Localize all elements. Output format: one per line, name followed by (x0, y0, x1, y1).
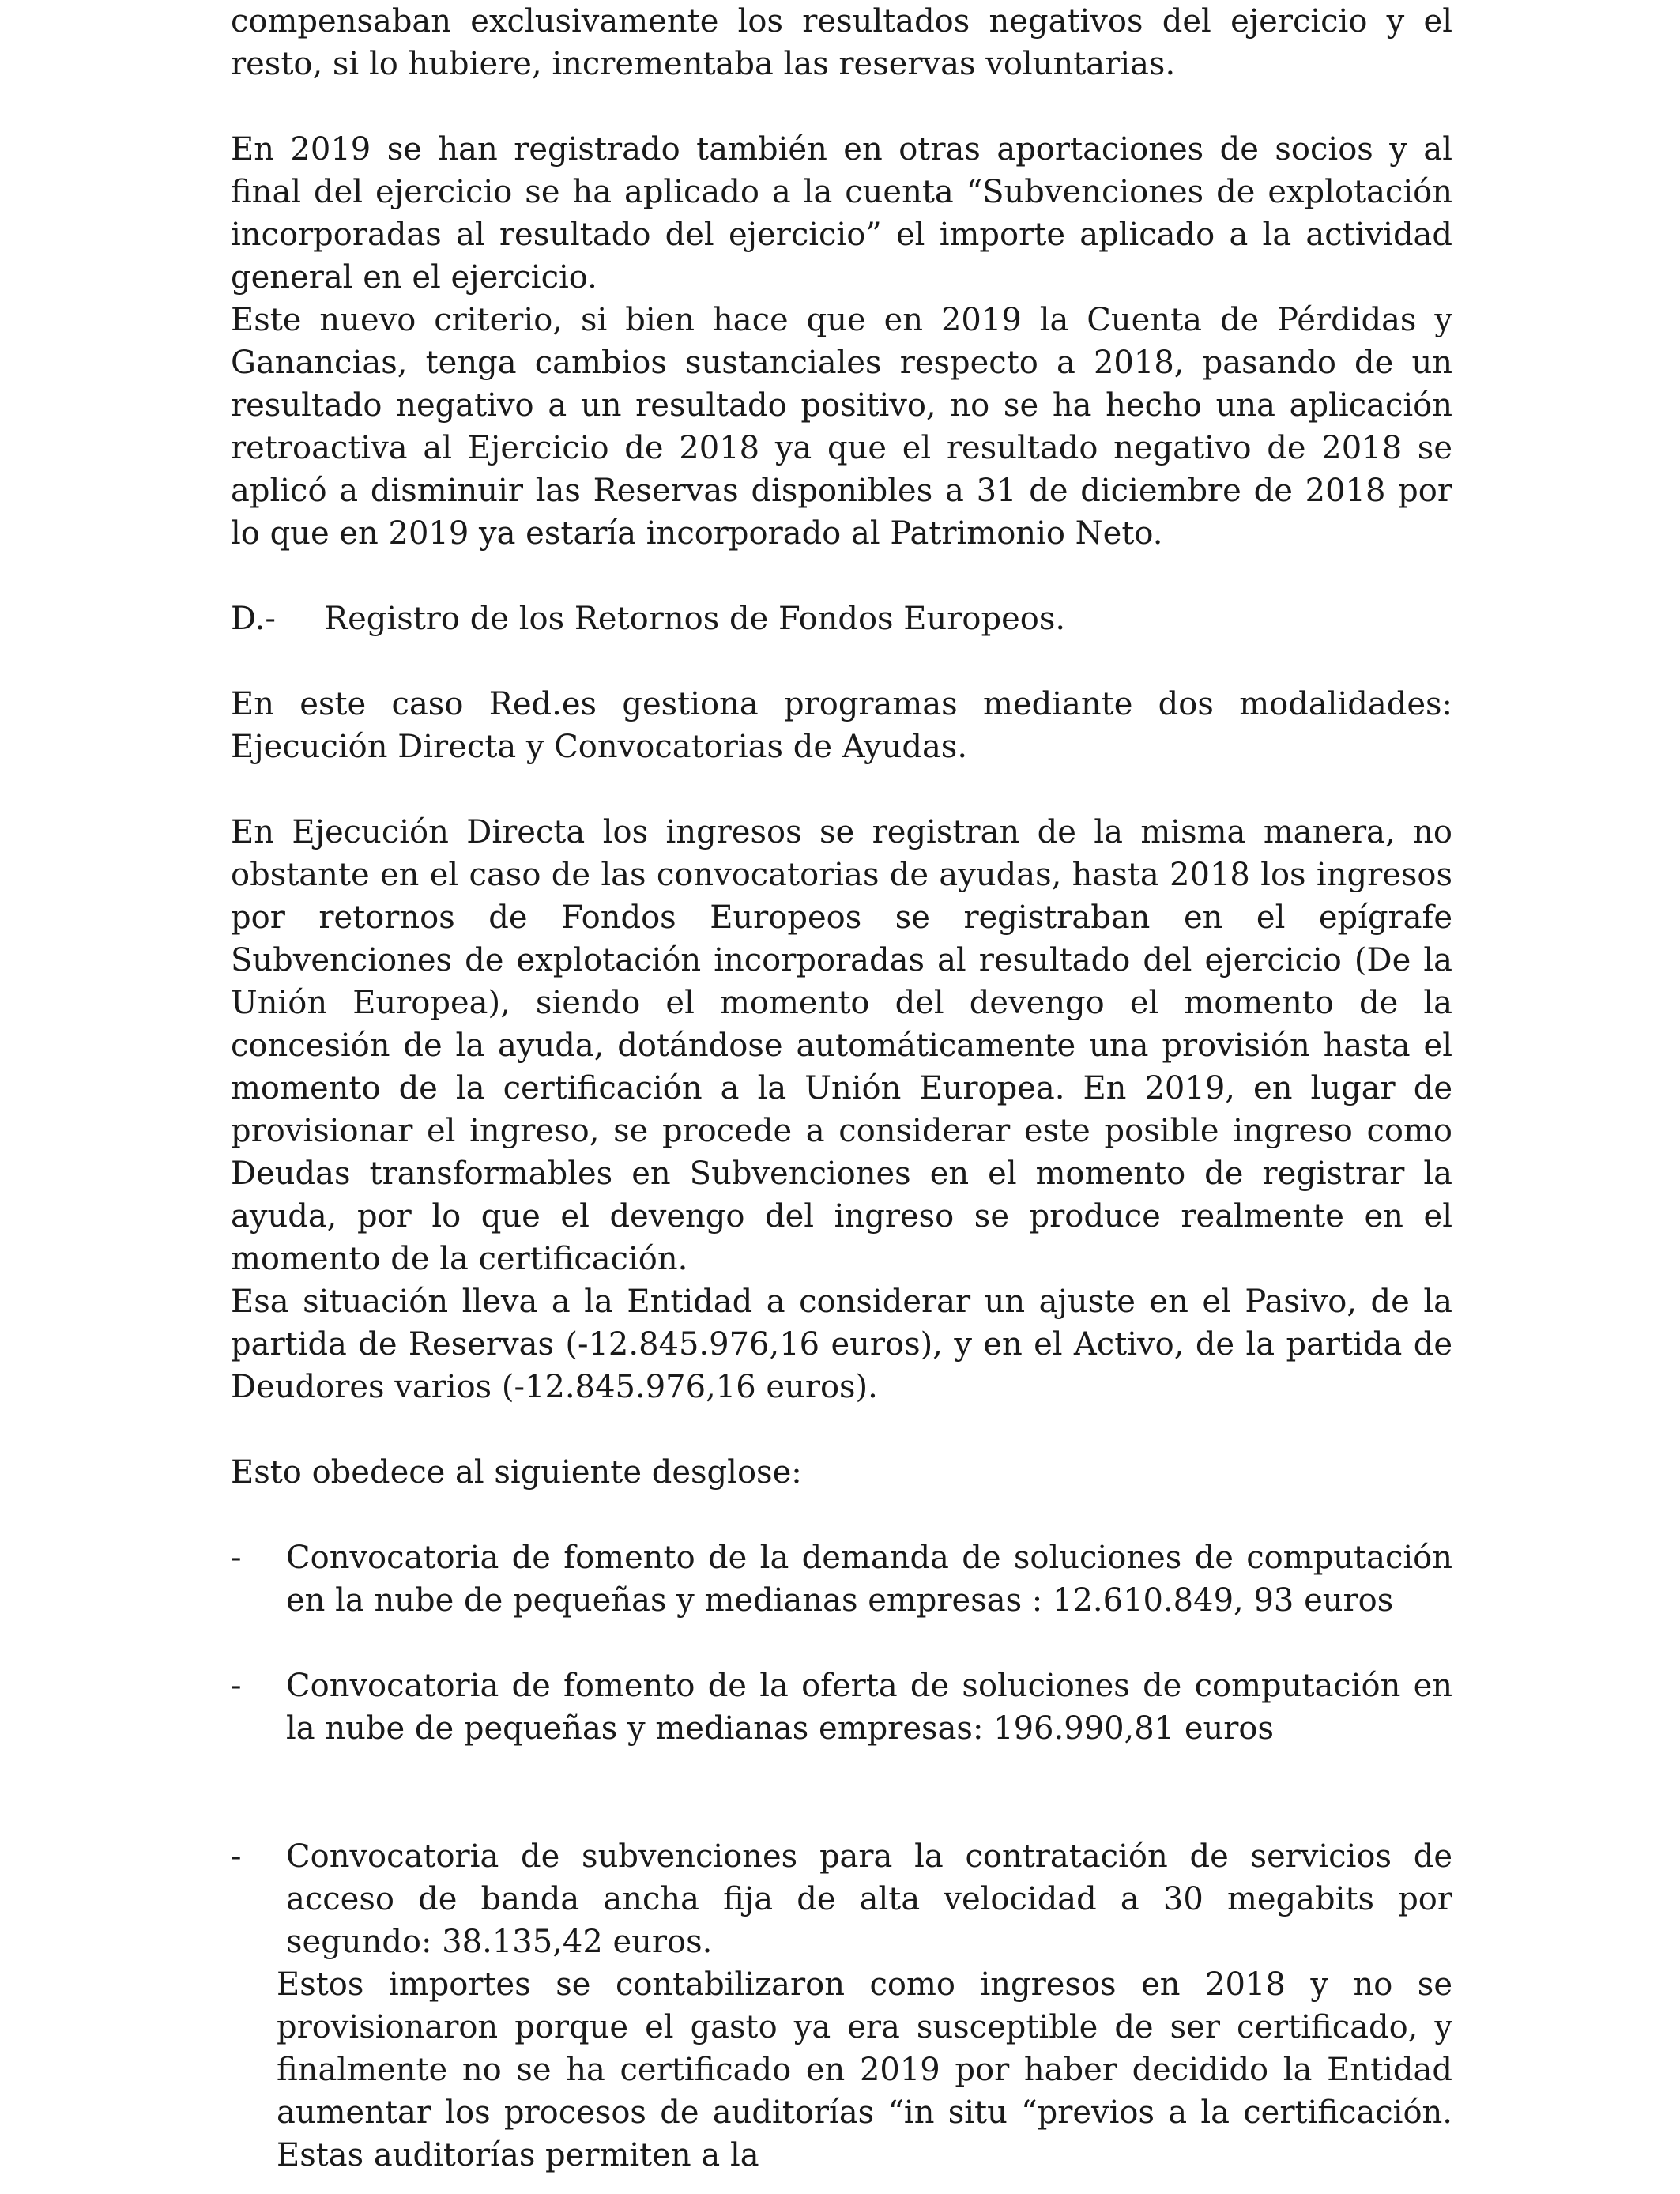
bullet-dash: - (231, 1540, 242, 1576)
bullet-dash: - (231, 1668, 242, 1704)
paragraph-reserves: compensaban exclusivamente los resultados negativos del ejercicio y el resto, si lo hubiere, incrementaba las reservas voluntarias. (231, 3, 1452, 82)
section-title: Registro de los Retornos de Fondos Europeos. (324, 601, 1066, 637)
list-item-text: Convocatoria de subvenciones para la contratación de servicios de acceso de banda ancha fija de alta velocidad a 30 megabits por segundo: 38.135,42 euros. (286, 1838, 1452, 1960)
paragraph-aportaciones: En 2019 se han registrado también en otras aportaciones de socios y al final del ejercicio se ha aplicado a la cuenta “Subvenciones de explotación incorporadas al resultado del ejercicio” el importe aplicado a la actividad general en el ejercicio. (231, 131, 1452, 296)
list-item (231, 1536, 1452, 1622)
list-item-text: Convocatoria de fomento de la oferta de soluciones de computación en la nube de pequeñas y medianas empresas: 196.990,81 euros (286, 1668, 1452, 1747)
paragraph-modalidades: En este caso Red.es gestiona programas mediante dos modalidades: Ejecución Directa y Convocatorias de Ayudas. (231, 686, 1452, 765)
section-heading-d (231, 598, 1065, 640)
bullet-dash: - (231, 1838, 242, 1875)
list-item (231, 1835, 1452, 1963)
list-item (231, 1664, 1452, 1750)
list-item-text: Convocatoria de fomento de la demanda de soluciones de computación en la nube de pequeñas y medianas empresas : 12.610.849, 93 euros (286, 1540, 1452, 1619)
paragraph-desglose: Esto obedece al siguiente desglose: (231, 1454, 802, 1491)
paragraph-importes: Estos importes se contabilizaron como ingresos en 2018 y no se provisionaron porque el gasto ya era susceptible de ser certificado, y finalmente no se ha certificado en 2019 por haber decidido la Entidad aumentar los procesos de auditorías “in situ “previos a la certificación. Estas auditorías permiten a la (277, 1966, 1452, 2173)
section-letter: D.- (231, 601, 276, 637)
paragraph-ajuste: Esa situación lleva a la Entidad a considerar un ajuste en el Pasivo, de la partida de Reservas (-12.845.976,16 euros), y en el Activo, de la partida de Deudores varios (-12.845.976,16 euros). (231, 1284, 1452, 1405)
paragraph-ejecucion-directa: En Ejecución Directa los ingresos se registran de la misma manera, no obstante en el caso de las convocatorias de ayudas, hasta 2018 los ingresos por retornos de Fondos Europeos se registraban en el epígrafe Subvenciones de explotación incorporadas al resultado del ejercicio (De la Unión Europea), siendo el momento del devengo el momento de la concesión de la ayuda, dotándose automáticamente una provisión hasta el momento de la certificación a la Unión Europea. En 2019, en lugar de provisionar el ingreso, se procede a considerar este posible ingreso como Deudas transformables en Subvenciones en el momento de registrar la ayuda, por lo que el devengo del ingreso se produce realmente en el momento de la certificación. (231, 814, 1452, 1277)
paragraph-nuevo-criterio: Este nuevo criterio, si bien hace que en 2019 la Cuenta de Pérdidas y Ganancias, tenga cambios sustanciales respecto a 2018, pasando de un resultado negativo a un resultado positivo, no se ha hecho una aplicación retroactiva al Ejercicio de 2018 ya que el resultado negativo de 2018 se aplicó a disminuir las Reservas disponibles a 31 de diciembre de 2018 por lo que en 2019 ya estaría incorporado al Patrimonio Neto. (231, 302, 1452, 552)
